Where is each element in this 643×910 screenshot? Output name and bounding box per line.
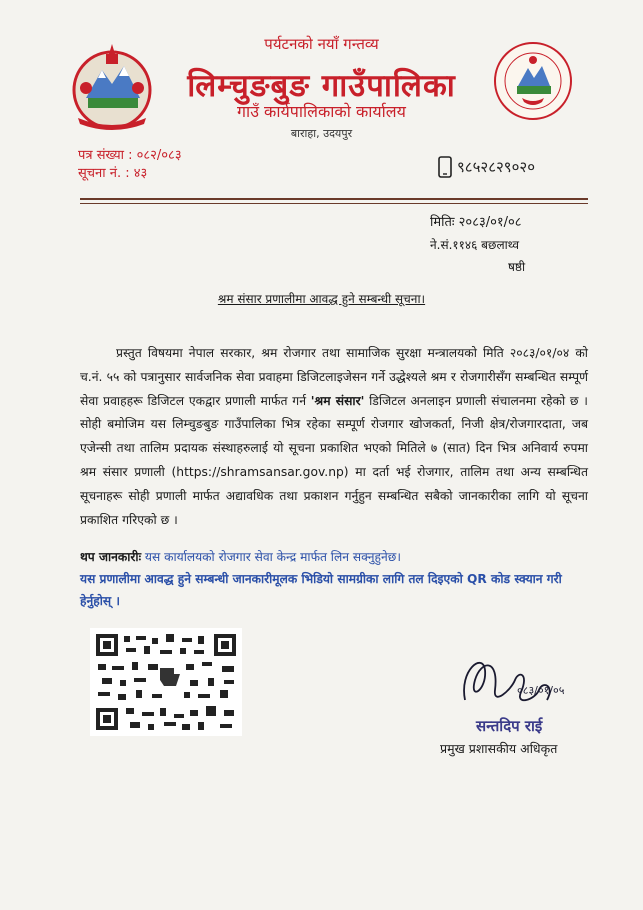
body-part-1: प्रस्तुत विषयमा नेपाल सरकार, श्रम रोजगार तथा सामाजिक सुरक्षा मन्त्रालयको मिति २०८३/०१/०४ को च.नं. ५५ को पत्रानुसार सार्वजनिक सेवा प्रवाहमा डिजिटलाइजेसन गर्ने उद्धेश्यले श्रम र रोजगारीसँग सम्बन्धित सम्पूर्ण सेवा प्रवाहहरू डिजिटल एकद्वार प्रणाली मार्फत गर्न xyxy=(80,346,588,408)
more-info-text: यस कार्यालयको रोजगार सेवा केन्द्र मार्फत लिन सक्नुहुनेछ। xyxy=(144,550,401,564)
qr-instruction: यस प्रणालीमा आवद्ध हुने सम्बन्धी जानकारीमूलक भिडियो सामग्रीका लागि तल दिइएको QR कोड स्क्यान गरी हेर्नुहोस् । xyxy=(80,572,562,608)
notice-subject: श्रम संसार प्रणालीमा आवद्ध हुने सम्बन्धी सूचना। xyxy=(217,292,426,306)
signatory-name: सन्तदिप राई xyxy=(476,717,543,735)
qr-code-icon[interactable] xyxy=(90,628,242,736)
office-name: लिम्चुङबुङ गाउँपालिका xyxy=(187,68,456,104)
issue-date: मितिः २०८३/०१/०८ xyxy=(430,215,522,230)
signatory-title: प्रमुख प्रशासकीय अधिकृत xyxy=(440,741,558,756)
phone-contact xyxy=(438,156,535,178)
body-highlight: 'श्रम संसार' xyxy=(310,393,365,408)
office-motto: पर्यटनको नयाँ गन्तव्य xyxy=(264,35,379,53)
body-part-2: डिजिटल अनलाइन प्रणाली संचालनमा रहेको छ । सोही बमोजिम यस लिम्चुङबुङ गाउँपालिका भित्र रहेका सम्पूर्ण रोजगार खोजकर्ता, निजी क्षेत्र/रोजगारदाता, जब एजेन्सी तथा तालिम प्रदायक संस्थाहरुलाई यो सूचना प्रकाशित भएको मितिले ७ (सात) दिन भित्र अनिवार्य रुपमा श्रम संसार प्रणाली (https://shramsansar.gov.np) मा दर्ता भई रोजगार, तालिम तथा अन्य सम्बन्धित सूचनाहरू सोही प्रणाली मार्फत अद्यावधिक तथा प्रकाशन गर्नुहुन सम्बन्धित सबैको जानकारीका लागि यो सूचना प्रकाशित गरिएको छ । xyxy=(80,393,588,527)
nepal-samvat-date: ने.सं.११४६ बछलाथ्व xyxy=(430,238,519,252)
letter-number: पत्र संख्या : ०८२/०८३ xyxy=(78,148,182,163)
office-address: बाराहा, उदयपुर xyxy=(290,127,353,140)
phone-number: ९८५२८२९०२० xyxy=(457,158,536,176)
header-divider xyxy=(80,198,588,200)
tithi-day: षष्ठी xyxy=(508,260,526,274)
sub-office-name: गाउँ कार्यपालिकाको कार्यालय xyxy=(237,102,406,121)
notice-number: सूचना नं. : ४३ xyxy=(78,166,148,181)
signature-icon xyxy=(455,650,585,720)
svg-text:०८३/०१/०५: ०८३/०१/०५ xyxy=(517,684,565,697)
notice-body xyxy=(80,342,588,532)
phone-icon xyxy=(438,156,452,178)
header-divider-thin xyxy=(80,203,588,204)
more-info-label: थप जानकारीः xyxy=(80,550,142,564)
more-info-line xyxy=(80,546,588,568)
